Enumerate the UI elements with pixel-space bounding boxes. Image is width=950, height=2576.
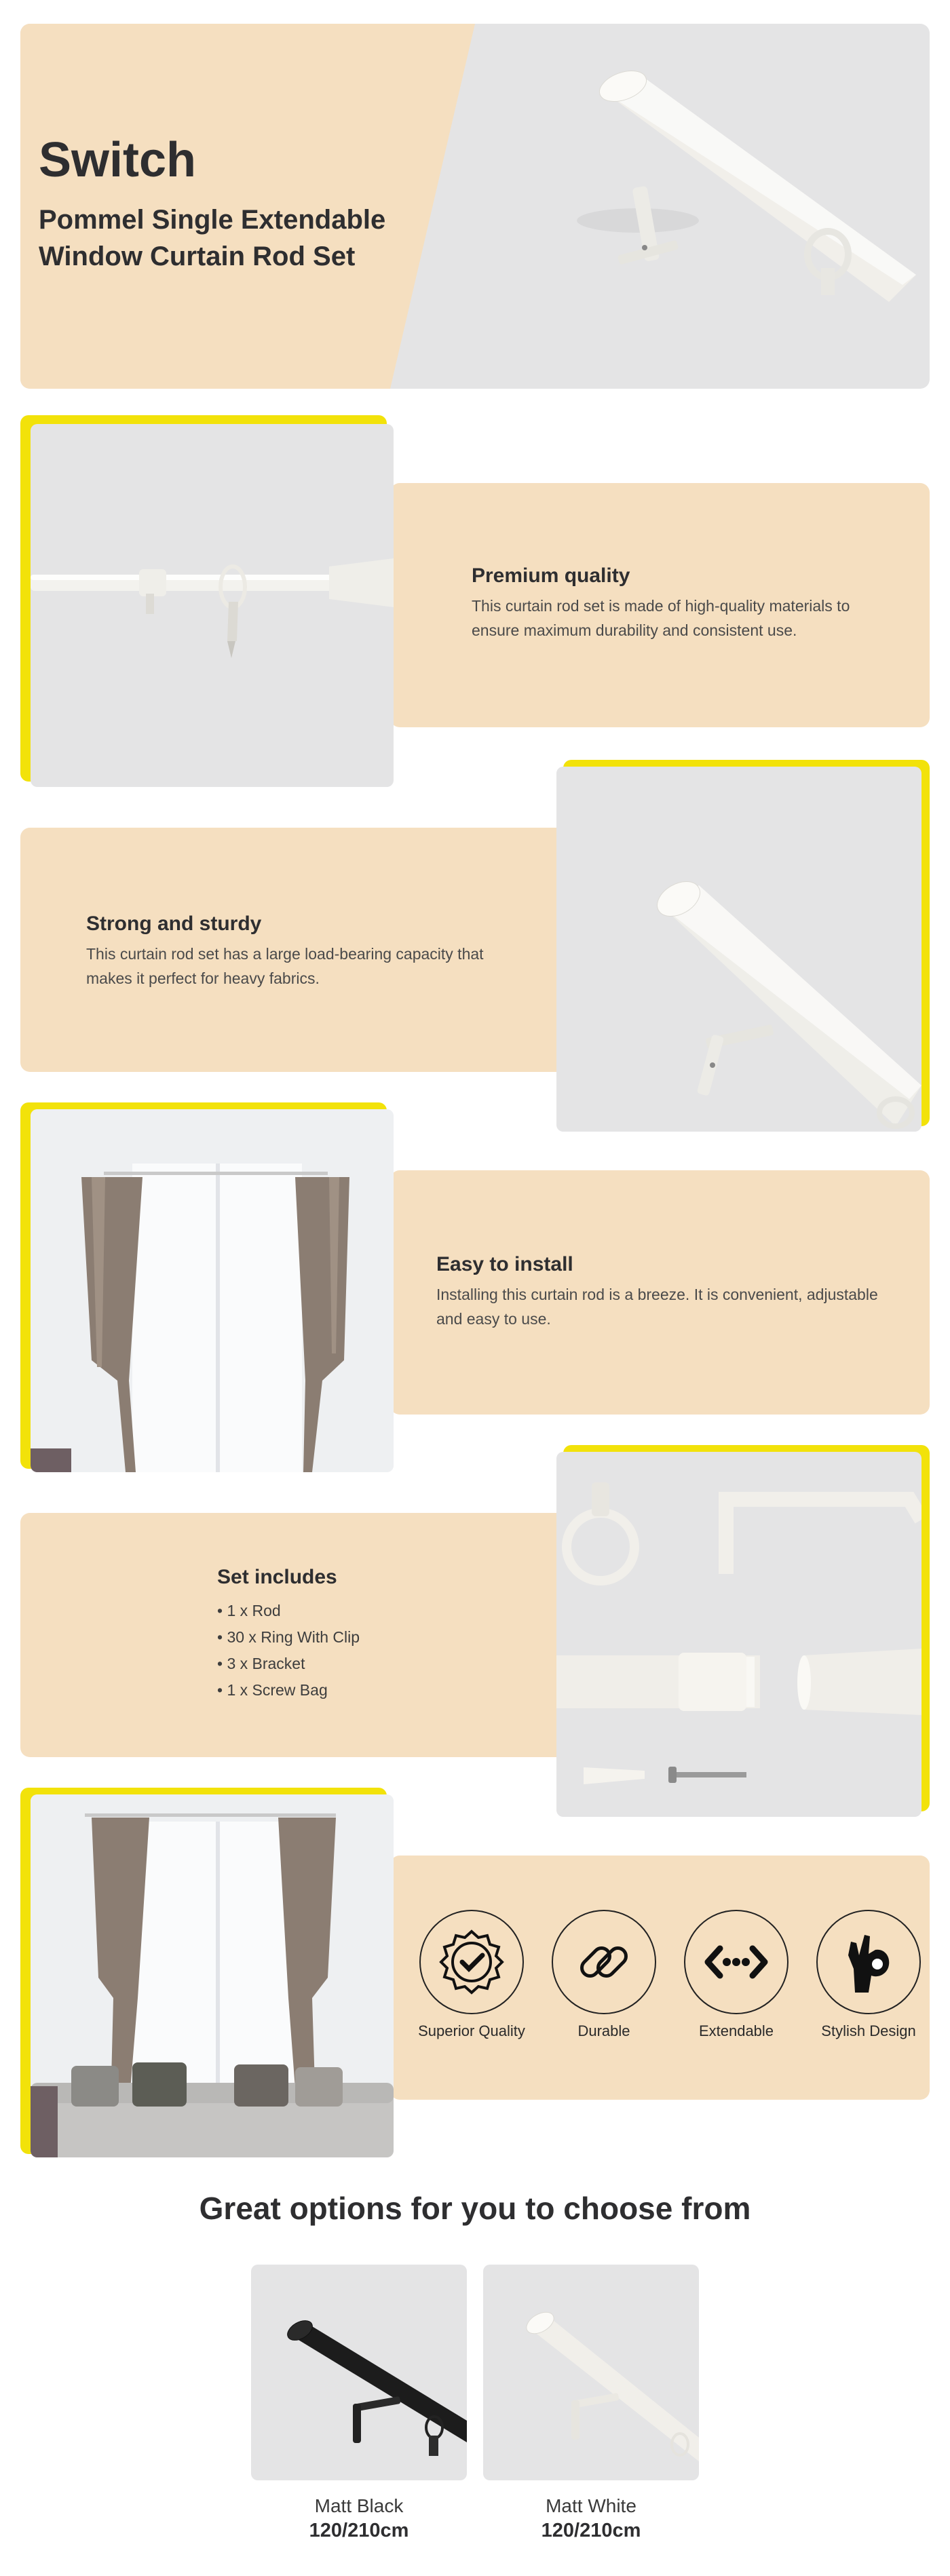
- extend-arrows-icon: [702, 1928, 770, 1996]
- set-includes-title: Set includes: [217, 1566, 337, 1588]
- option-matt-white[interactable]: [483, 2265, 699, 2542]
- feature-card-premium: [390, 483, 930, 727]
- options-heading: Great options for you to choose from: [199, 2191, 751, 2226]
- badge-circle: [816, 1910, 921, 2014]
- badge-label: Extendable: [698, 2022, 774, 2039]
- feature-desc-line2: ensure maximum durability and consistent use.: [472, 621, 797, 639]
- feature-desc-line1: This curtain rod set has a large load-bearing capacity that: [86, 945, 484, 963]
- list-item: • 1 x Rod: [217, 1602, 281, 1619]
- feature-desc-line2: makes it perfect for heavy fabrics.: [86, 969, 320, 987]
- product-title-line1: Pommel Single Extendable: [39, 205, 386, 235]
- feature-title: Easy to install: [436, 1253, 573, 1275]
- feature-title: Strong and sturdy: [86, 912, 262, 935]
- set-includes-list: [217, 1598, 360, 1704]
- badge-extendable: [668, 1910, 804, 2040]
- product-title-line2: Window Curtain Rod Set: [39, 242, 356, 271]
- quality-check-icon: [438, 1928, 506, 1996]
- option-size: 120/210cm: [541, 2520, 641, 2541]
- feature-desc-line2: and easy to use.: [436, 1310, 551, 1328]
- option-image-white[interactable]: [483, 2265, 699, 2480]
- option-name: Matt Black: [314, 2495, 404, 2516]
- list-item: • 1 x Screw Bag: [217, 1681, 328, 1699]
- kit-contents-image: [556, 1452, 922, 1817]
- curtain-sofa-image: [31, 1794, 394, 2157]
- brand-title: Switch: [39, 133, 197, 187]
- badge-label: Stylish Design: [821, 2022, 916, 2039]
- badge-stylish-design: [801, 1910, 930, 2040]
- badge-circle: [552, 1910, 656, 2014]
- hero-rod-image: [536, 51, 930, 377]
- badge-superior-quality: [404, 1910, 539, 2040]
- feature-desc-line1: Installing this curtain rod is a breeze. It is convenient, adjustable: [436, 1286, 878, 1303]
- list-item: • 30 x Ring With Clip: [217, 1628, 360, 1646]
- badge-circle: [684, 1910, 788, 2014]
- feature-title: Premium quality: [472, 564, 630, 587]
- curtain-room-image: [31, 1109, 394, 1472]
- badge-label: Superior Quality: [418, 2022, 525, 2039]
- badge-label: Durable: [577, 2022, 630, 2039]
- ok-hand-icon: [835, 1928, 902, 1996]
- option-matt-black[interactable]: [251, 2265, 467, 2542]
- option-image-black[interactable]: [251, 2265, 467, 2480]
- feature-card-install: [390, 1170, 930, 1415]
- hero-banner: [20, 24, 930, 389]
- feature-desc-line1: This curtain rod set is made of high-quality materials to: [472, 597, 850, 615]
- rod-detail-image: [31, 424, 394, 787]
- rod-end-image: [556, 767, 922, 1132]
- list-item: • 3 x Bracket: [217, 1655, 305, 1672]
- chain-link-icon: [570, 1928, 638, 1996]
- badge-circle: [419, 1910, 524, 2014]
- set-includes-card: [20, 1513, 577, 1757]
- badges-card: [390, 1856, 930, 2100]
- badge-durable: [536, 1910, 672, 2040]
- feature-card-sturdy: [20, 828, 577, 1072]
- option-name: Matt White: [546, 2495, 636, 2516]
- option-size: 120/210cm: [309, 2520, 409, 2541]
